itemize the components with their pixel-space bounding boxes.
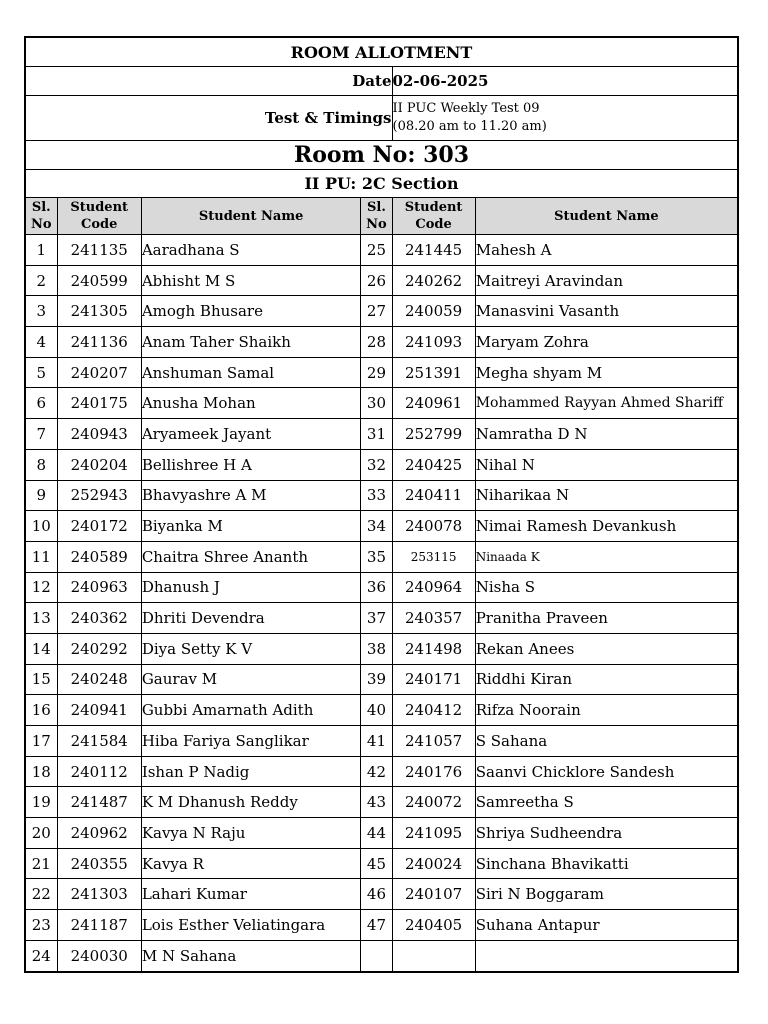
table-row bbox=[25, 603, 738, 634]
student-code: 241305 bbox=[57, 296, 141, 327]
student-name: Riddhi Kiran bbox=[475, 664, 738, 695]
sl-number: 36 bbox=[361, 572, 392, 603]
sl-number: 7 bbox=[25, 419, 57, 450]
sl-number: 18 bbox=[25, 756, 57, 787]
table-row bbox=[25, 664, 738, 695]
col-sl-no: Sl. No bbox=[25, 198, 57, 235]
table-row bbox=[25, 296, 738, 327]
sl-number: 13 bbox=[25, 603, 57, 634]
student-name: Amogh Bhusare bbox=[141, 296, 361, 327]
student-code: 252943 bbox=[57, 480, 141, 511]
table-row bbox=[25, 419, 738, 450]
sheet-title: ROOM ALLOTMENT bbox=[25, 37, 738, 67]
sl-number: 25 bbox=[361, 235, 392, 266]
student-name: Anusha Mohan bbox=[141, 388, 361, 419]
student-name: M N Sahana bbox=[141, 940, 361, 971]
student-code: 240172 bbox=[57, 511, 141, 542]
sl-number: 43 bbox=[361, 787, 392, 818]
sl-number: 17 bbox=[25, 726, 57, 757]
student-name: Anam Taher Shaikh bbox=[141, 327, 361, 358]
student-code: 241057 bbox=[392, 726, 475, 757]
sl-number: 3 bbox=[25, 296, 57, 327]
student-code: 240171 bbox=[392, 664, 475, 695]
student-name: Dhriti Devendra bbox=[141, 603, 361, 634]
student-code: 240357 bbox=[392, 603, 475, 634]
student-name: Bhavyashre A M bbox=[141, 480, 361, 511]
table-row bbox=[25, 449, 738, 480]
sl-number: 24 bbox=[25, 940, 57, 971]
student-name: Rifza Noorain bbox=[475, 695, 738, 726]
student-name: Lahari Kumar bbox=[141, 879, 361, 910]
student-code: 241584 bbox=[57, 726, 141, 757]
student-name: Maitreyi Aravindan bbox=[475, 265, 738, 296]
student-code: 240078 bbox=[392, 511, 475, 542]
sl-number: 12 bbox=[25, 572, 57, 603]
table-row bbox=[25, 695, 738, 726]
student-name: Samreetha S bbox=[475, 787, 738, 818]
table-row bbox=[25, 726, 738, 757]
student-name bbox=[475, 940, 738, 971]
sl-number: 41 bbox=[361, 726, 392, 757]
student-code: 240963 bbox=[57, 572, 141, 603]
student-code: 240207 bbox=[57, 357, 141, 388]
student-code: 240204 bbox=[57, 449, 141, 480]
student-name: Pranitha Praveen bbox=[475, 603, 738, 634]
student-code: 251391 bbox=[392, 357, 475, 388]
sl-number bbox=[361, 940, 392, 971]
sl-number: 29 bbox=[361, 357, 392, 388]
col-sl-no-2: Sl. No bbox=[361, 198, 392, 235]
student-code: 240030 bbox=[57, 940, 141, 971]
table-row bbox=[25, 235, 738, 266]
student-code: 253115 bbox=[392, 541, 475, 572]
student-name: Sinchana Bhavikatti bbox=[475, 848, 738, 879]
student-code: 241095 bbox=[392, 818, 475, 849]
student-code: 240589 bbox=[57, 541, 141, 572]
table-row bbox=[25, 756, 738, 787]
sl-number: 35 bbox=[361, 541, 392, 572]
student-code: 240176 bbox=[392, 756, 475, 787]
table-row bbox=[25, 572, 738, 603]
student-name: Manasvini Vasanth bbox=[475, 296, 738, 327]
test-label: Test & Timings bbox=[25, 96, 392, 141]
student-name: Anshuman Samal bbox=[141, 357, 361, 388]
sl-number: 5 bbox=[25, 357, 57, 388]
sl-number: 44 bbox=[361, 818, 392, 849]
student-code: 241445 bbox=[392, 235, 475, 266]
table-row bbox=[25, 480, 738, 511]
student-name: S Sahana bbox=[475, 726, 738, 757]
student-name: Saanvi Chicklore Sandesh bbox=[475, 756, 738, 787]
sl-number: 20 bbox=[25, 818, 57, 849]
student-name: Mohammed Rayyan Ahmed Shariff bbox=[475, 388, 738, 419]
sl-number: 15 bbox=[25, 664, 57, 695]
student-name: Abhisht M S bbox=[141, 265, 361, 296]
student-name: Bellishree H A bbox=[141, 449, 361, 480]
student-name: Gubbi Amarnath Adith bbox=[141, 695, 361, 726]
table-row bbox=[25, 511, 738, 542]
col-student-name: Student Name bbox=[141, 198, 361, 235]
sl-number: 45 bbox=[361, 848, 392, 879]
student-name: Kavya N Raju bbox=[141, 818, 361, 849]
student-code: 241187 bbox=[57, 910, 141, 941]
student-code: 240292 bbox=[57, 633, 141, 664]
student-name: Aryameek Jayant bbox=[141, 419, 361, 450]
student-name: Siri N Boggaram bbox=[475, 879, 738, 910]
student-code: 240175 bbox=[57, 388, 141, 419]
sl-number: 8 bbox=[25, 449, 57, 480]
student-name: Gaurav M bbox=[141, 664, 361, 695]
sl-number: 6 bbox=[25, 388, 57, 419]
student-code: 240107 bbox=[392, 879, 475, 910]
student-name: Aaradhana S bbox=[141, 235, 361, 266]
student-name: Ishan P Nadig bbox=[141, 756, 361, 787]
student-name: Diya Setty K V bbox=[141, 633, 361, 664]
student-name: Suhana Antapur bbox=[475, 910, 738, 941]
test-timings bbox=[392, 96, 738, 141]
table-row bbox=[25, 787, 738, 818]
sl-number: 19 bbox=[25, 787, 57, 818]
student-name: Lois Esther Veliatingara bbox=[141, 910, 361, 941]
student-code: 240024 bbox=[392, 848, 475, 879]
col-student-code: Student Code bbox=[57, 198, 141, 235]
student-code: 241135 bbox=[57, 235, 141, 266]
student-code: 241498 bbox=[392, 633, 475, 664]
table-row bbox=[25, 388, 738, 419]
sl-number: 37 bbox=[361, 603, 392, 634]
sl-number: 23 bbox=[25, 910, 57, 941]
student-code: 241136 bbox=[57, 327, 141, 358]
test-name: II PUC Weekly Test 09 bbox=[392, 101, 540, 116]
sl-number: 21 bbox=[25, 848, 57, 879]
test-time: (08.20 am to 11.20 am) bbox=[392, 119, 547, 134]
sl-number: 1 bbox=[25, 235, 57, 266]
table-row bbox=[25, 265, 738, 296]
sl-number: 47 bbox=[361, 910, 392, 941]
student-code: 240941 bbox=[57, 695, 141, 726]
table-row bbox=[25, 910, 738, 941]
student-code: 240962 bbox=[57, 818, 141, 849]
sl-number: 38 bbox=[361, 633, 392, 664]
student-name: Dhanush J bbox=[141, 572, 361, 603]
sl-number: 32 bbox=[361, 449, 392, 480]
date-value: 02-06-2025 bbox=[392, 67, 738, 96]
sl-number: 30 bbox=[361, 388, 392, 419]
sl-number: 40 bbox=[361, 695, 392, 726]
sl-number: 26 bbox=[361, 265, 392, 296]
sl-number: 42 bbox=[361, 756, 392, 787]
student-name: Rekan Anees bbox=[475, 633, 738, 664]
student-name: Biyanka M bbox=[141, 511, 361, 542]
student-code: 240411 bbox=[392, 480, 475, 511]
student-name: Namratha D N bbox=[475, 419, 738, 450]
column-header-row bbox=[25, 198, 738, 235]
table-row bbox=[25, 633, 738, 664]
sl-number: 28 bbox=[361, 327, 392, 358]
sl-number: 9 bbox=[25, 480, 57, 511]
student-code: 240248 bbox=[57, 664, 141, 695]
student-code: 240961 bbox=[392, 388, 475, 419]
student-name: Ninaada K bbox=[475, 541, 738, 572]
sl-number: 14 bbox=[25, 633, 57, 664]
student-code: 240964 bbox=[392, 572, 475, 603]
student-code: 240362 bbox=[57, 603, 141, 634]
student-code: 240405 bbox=[392, 910, 475, 941]
col-student-name-2: Student Name bbox=[475, 198, 738, 235]
sl-number: 27 bbox=[361, 296, 392, 327]
student-name: Nisha S bbox=[475, 572, 738, 603]
table-row bbox=[25, 818, 738, 849]
sl-number: 34 bbox=[361, 511, 392, 542]
sl-number: 16 bbox=[25, 695, 57, 726]
sl-number: 31 bbox=[361, 419, 392, 450]
student-code: 240599 bbox=[57, 265, 141, 296]
sl-number: 33 bbox=[361, 480, 392, 511]
student-code: 240943 bbox=[57, 419, 141, 450]
date-label: Date bbox=[25, 67, 392, 96]
table-row bbox=[25, 541, 738, 572]
student-code: 241093 bbox=[392, 327, 475, 358]
student-code: 240112 bbox=[57, 756, 141, 787]
table-row bbox=[25, 357, 738, 388]
sl-number: 4 bbox=[25, 327, 57, 358]
room-allotment-table bbox=[24, 36, 739, 973]
sl-number: 2 bbox=[25, 265, 57, 296]
student-code: 252799 bbox=[392, 419, 475, 450]
student-name: Chaitra Shree Ananth bbox=[141, 541, 361, 572]
sl-number: 22 bbox=[25, 879, 57, 910]
section-title: II PU: 2C Section bbox=[25, 170, 738, 198]
student-name: Hiba Fariya Sanglikar bbox=[141, 726, 361, 757]
student-name: Maryam Zohra bbox=[475, 327, 738, 358]
student-name: Shriya Sudheendra bbox=[475, 818, 738, 849]
table-row bbox=[25, 940, 738, 971]
student-code: 241303 bbox=[57, 879, 141, 910]
student-name: Niharikaa N bbox=[475, 480, 738, 511]
student-code bbox=[392, 940, 475, 971]
student-name: Nimai Ramesh Devankush bbox=[475, 511, 738, 542]
sl-number: 10 bbox=[25, 511, 57, 542]
student-code: 240262 bbox=[392, 265, 475, 296]
student-code: 240425 bbox=[392, 449, 475, 480]
student-name: Nihal N bbox=[475, 449, 738, 480]
sl-number: 11 bbox=[25, 541, 57, 572]
student-name: K M Dhanush Reddy bbox=[141, 787, 361, 818]
student-code: 240072 bbox=[392, 787, 475, 818]
table-row bbox=[25, 879, 738, 910]
sl-number: 46 bbox=[361, 879, 392, 910]
student-name: Kavya R bbox=[141, 848, 361, 879]
sl-number: 39 bbox=[361, 664, 392, 695]
student-code: 240412 bbox=[392, 695, 475, 726]
room-number: Room No: 303 bbox=[25, 141, 738, 170]
student-name: Mahesh A bbox=[475, 235, 738, 266]
student-code: 241487 bbox=[57, 787, 141, 818]
student-code: 240355 bbox=[57, 848, 141, 879]
table-row bbox=[25, 327, 738, 358]
col-student-code-2: Student Code bbox=[392, 198, 475, 235]
student-code: 240059 bbox=[392, 296, 475, 327]
student-name: Megha shyam M bbox=[475, 357, 738, 388]
table-row bbox=[25, 848, 738, 879]
